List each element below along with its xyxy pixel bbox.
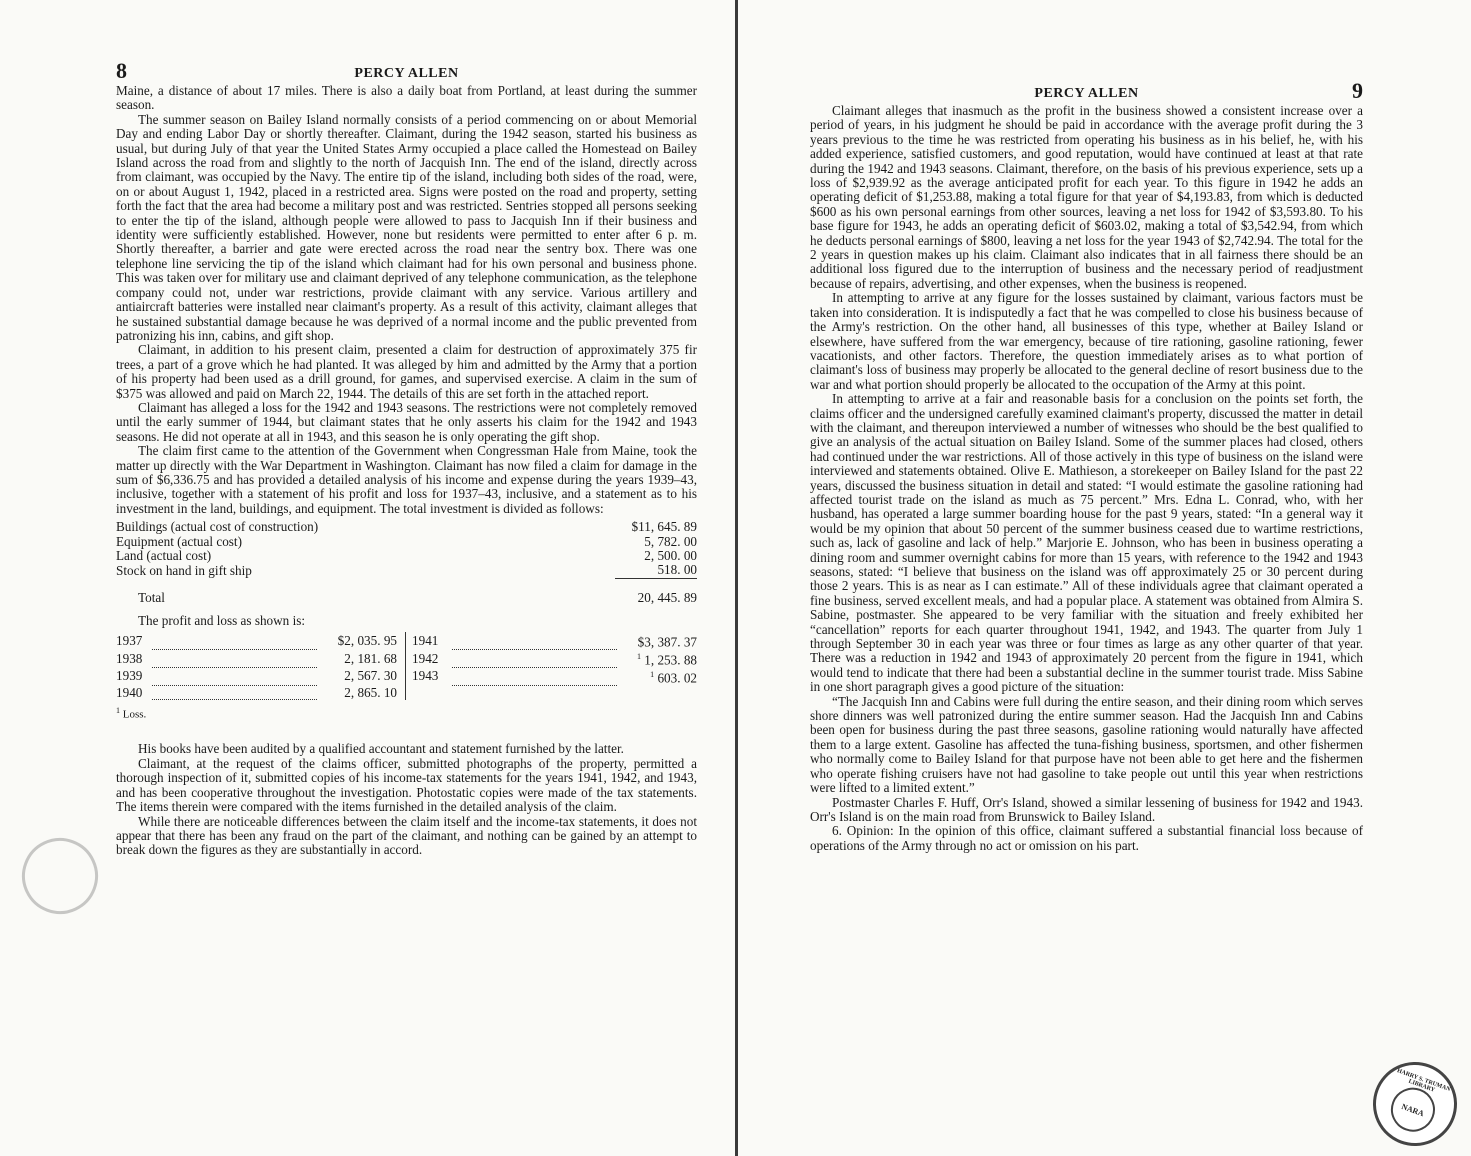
investment-amount: 518. 00 xyxy=(615,563,697,578)
amount: $2, 035. 95 xyxy=(337,632,397,648)
amount: 2, 865. 10 xyxy=(344,684,397,700)
paragraph: In attempting to arrive at a fair and reasonable basis for a conclusion on the points set forth, the claims officer and the undersigned carefully examined claimant's property, discussed the matter in detail with the claimant, and thereupon interviewed a number of witnesses who should be the best qualified to give an analysis of the actual situation on Bailey Island. Some of the summer places had closed, others had continued under the war restrictions. All of those actively in this type of business on the island were interviewed and statements obtained. Olive E. Mathieson, a storekeeper on Bailey Island for the past 22 years, discussed the business situation in detail and stated: “I would estimate the gasoline rationing had affected tourist trade on the island as much as 75 percent.” Mrs. Edna L. Conrad, who, with her husband, has operated a large summer boarding house for the past 9 years, stated: “In a general way it would be my opinion that about 50 percent of the summer business ceased due to wartime restrictions, such as, lack of gasoline and lack of help.” Marjorie E. Johnson, who has been in business operating a dining room and summer overnight cabins for more than 15 years, with reference to the 1942 and 1943 seasons, stated: “I believe that business on the island was off approximately 25 or 30 percent during those 2 years. This is as near as I can estimate.” All of these individuals agree that claimant operated a fine business, served excellent meals, and had a popular place. A statement was obtained from Almira S. Sabine, postmaster. She appeared to be very familiar with the situation and freely exhibited her “cancellation” reports for each quarter throughout 1941, 1942, and 1943. The quarter from July 1 through September 30 in each year was three or four times as large as any other quarter of that year. There was a reduction in 1942 and 1943 of approximately 20 percent from the figure in 1941, which would tend to indicate that there had been a substantial decline in the summer tourist trade. Miss Sabine in one short paragraph gives a good picture of the situation: xyxy=(810,391,1363,695)
leader-dots xyxy=(452,650,617,668)
column-rule xyxy=(397,686,406,700)
column-rule xyxy=(397,650,406,668)
total-amount: 20, 445. 89 xyxy=(637,589,697,605)
leader-dots xyxy=(152,668,317,686)
year: 1943 xyxy=(412,668,439,684)
amount-value: 1, 253. 88 xyxy=(644,652,697,668)
paragraph: Claimant alleges that inasmuch as the profit in the business showed a consistent increase over a period of years, in his judgment he should be paid in accordance with the average profit during the 3 years previous to the time he was restricted from operating his business as in his belief, he, with his added experience, satisfied customers, and good reputation, would have continued at least at that rate during the 1942 and 1943 seasons. Claimant, therefore, on the basis of his previous experience, sets up a loss of $2,939.92 as the average anticipated profit for each year. To this figure in 1942 he adds an operating deficit of $1,253.88, making a total figure for that year of $4,193.83, from which is deducted $600 as his own personal earnings from other sources, leaving a net loss for 1942 of $3,593.80. To his base figure for 1943, he adds an operating deficit of $603.02, making a total of $3,542.94, from which he deducts personal earnings of $800, leaving a net loss for the year 1943 of $2,742.94. The total for the 2 years in question makes up his claim. Claimant also indicates that in all fairness there should be an additional loss figured due to the interruption of business and the necessary period of readjustment because of repairs, advertising, and other expenses, when the business is reopened. xyxy=(810,103,1363,291)
column-rule xyxy=(397,632,406,650)
left-running-title: PERCY ALLEN xyxy=(354,66,459,81)
stamp-inner-text: NARA xyxy=(1400,1101,1426,1118)
paragraph: In attempting to arrive at any figure for the losses sustained by claimant, various factors must be taken into consideration. It is indisputedly a fact that he was compelled to close his business because of the Army's restriction. On the other hand, all businesses of this type, whether at Bailey Island or elsewhere, have suffered from the war emergency, because of tire rationing, gasoline rationing, fewer vacationists, and other factors. Therefore, the question immediately arises as to what portion of claimant's loss of business may properly be allocated to the general decline of resort business due to the war and what portion should properly be allocated to the occupation of the Army at this point. xyxy=(810,290,1363,392)
amount: 2, 567. 30 xyxy=(344,668,397,684)
profit-loss-table xyxy=(116,632,697,700)
year: 1937 xyxy=(116,632,143,648)
leader-dots xyxy=(152,686,317,700)
stamp-outer-text: HARRY S. TRUMAN LIBRARY xyxy=(1396,1068,1452,1094)
column-rule xyxy=(397,668,406,686)
year: 1939 xyxy=(116,668,143,684)
amount xyxy=(617,668,697,686)
investment-table xyxy=(116,520,697,606)
investment-label: Land (actual cost) xyxy=(116,548,212,563)
amount: 2, 181. 68 xyxy=(344,650,397,666)
profit-loss-intro: The profit and loss as shown is: xyxy=(138,612,306,628)
footnote-mark: 1 xyxy=(116,706,120,716)
right-running-title: PERCY ALLEN xyxy=(1034,86,1139,101)
faded-library-stamp xyxy=(11,827,108,924)
right-page xyxy=(738,0,1471,1156)
investment-amount: $11, 645. 89 xyxy=(631,519,697,535)
table-row xyxy=(116,686,697,700)
left-page xyxy=(0,0,735,1156)
table-row xyxy=(116,535,697,549)
paragraph: The summer season on Bailey Island normally consists of a period commencing on or about Memorial Day and ending Labor Day or shortly thereafter. Claimant, during the 1942 season, started his business as usual, but during July of that year the United States Army occupied a place called the Homestead on Bailey Island across the road from and slightly to the north of Jacquish Inn. The end of the island, directly across from claimant, was occupied by the Navy. The entire tip of the island, including both sides of the road, were, on or about August 1, 1942, placed in a restricted area. Signs were posted on the road and property, setting forth the fact that the area had become a military post and was restricted. Sentries stopped all persons seeking to enter the tip of the island, although people were allowed to pass to Jacquish Inn if their business and identity were sufficiently established. However, none but residents were permitted to enter after 6 p. m. Shortly thereafter, a barrier and gate were erected across the road near the sentry box. There was one telephone line servicing the tip of the island which claimant had for his own personal and business phone. This was taken over for military use and claimant deprived of any telephone communication, as the telephone company could not, under war restrictions, provide claimant with any service. Various artillery and antiaircraft batteries were installed near claimant's property. As a result of this activity, claimant alleges that he sustained substantial damage because he was deprived of a normal income and the public prevented from patronizing his inn, cabins, and gift shop. xyxy=(116,111,697,343)
table-row xyxy=(116,520,697,534)
paragraph: Claimant has alleged a loss for the 1942 and 1943 seasons. The restrictions were not completely removed until the early summer of 1944, but claimant states that he only asserts his claim for the 1942 and 1943 seasons. He did not operate at all in 1943, and this season he is only operating the gift shop. xyxy=(116,399,697,444)
table-row xyxy=(116,668,697,686)
paragraph: 6. Opinion: In the opinion of this office, claimant suffered a substantial financial loss because of operations of the Army through no act or omission on his part. xyxy=(810,823,1363,853)
leader-dots xyxy=(452,632,617,650)
quoted-paragraph: “The Jacquish Inn and Cabins were full during the entire season, and their dining room which serves shore dinners was well patronized during the entire summer season. Had the Jacquish Inn and Cabins been open for business during the past three seasons, gasoline rationing would naturally have affected them to a large extent. Gasoline has affected the tuna-fishing business, sportsmen, and other fishermen who normally come to Bailey Island for that purpose have not been able to get here and the fishermen who operate fishing cruisers have not had gasoline to take people out until this year when restrictions were lifted to a limited extent.” xyxy=(810,693,1363,796)
year: 1941 xyxy=(412,632,439,648)
right-page-number: 9 xyxy=(1352,78,1363,103)
paragraph: Postmaster Charles F. Huff, Orr's Island, showed a similar lessening of business for 1942 and 1943. Orr's Island is on the main road from Brunswick to Bailey Island. xyxy=(810,794,1363,824)
paragraph: Claimant, in addition to his present claim, presented a claim for destruction of approximately 375 fir trees, a part of a grove which he had planted. It was alleged by him and admitted by the Army that a portion of his property had been used as a drill ground, for games, and supervised exercise. A claim in the sum of $375 was allowed and paid on March 22, 1944. The details of this are set forth in the attached report. xyxy=(116,342,697,401)
investment-label: Equipment (actual cost) xyxy=(116,533,242,549)
leader-dots xyxy=(152,632,317,650)
left-page-number: 8 xyxy=(116,58,127,83)
investment-amount: 5, 782. 00 xyxy=(644,533,697,549)
total-row xyxy=(116,578,697,605)
amount-value: 603. 02 xyxy=(657,670,697,686)
footnote-mark: 1 xyxy=(650,669,655,679)
table-row xyxy=(116,632,697,650)
left-running-head xyxy=(116,58,697,84)
investment-label: Stock on hand in gift ship xyxy=(116,562,252,578)
amount xyxy=(617,632,697,650)
year: 1938 xyxy=(116,650,143,666)
year: 1942 xyxy=(412,650,439,666)
investment-amount: 2, 500. 00 xyxy=(644,548,697,563)
right-running-head xyxy=(810,78,1363,104)
footnote-text: Loss. xyxy=(122,709,147,722)
year: 1940 xyxy=(116,684,143,700)
total-label: Total xyxy=(138,589,165,605)
footnote-mark: 1 xyxy=(636,651,641,661)
truman-library-stamp xyxy=(1361,1050,1469,1156)
paragraph: While there are noticeable differences between the claim itself and the income-tax statements, it does not appear that there has been any fraud on the part of the claimant, and nothing can be gained by an attempt to break down the figures as they are substantially in accord. xyxy=(116,813,697,858)
leader-dots xyxy=(452,668,617,686)
paragraph: His books have been audited by a qualified accountant and statement furnished by the latter. xyxy=(138,741,624,757)
leader-dots xyxy=(152,650,317,668)
amount-value: $3, 387. 37 xyxy=(637,634,697,650)
table-row xyxy=(116,650,697,668)
investment-label: Buildings (actual cost of construction) xyxy=(116,519,319,535)
table-row xyxy=(116,563,697,578)
paragraph: Maine, a distance of about 17 miles. There is also a daily boat from Portland, at least during the summer season. xyxy=(116,83,697,113)
paragraph: Claimant, at the request of the claims officer, submitted photographs of the property, permitted a thorough inspection of it, submitted copies of his income-tax statements for the years 1941, 1942, and 1943, and has been cooperative throughout the investigation. Photostatic copies were made of the tax statements. The items therein were compared with the items furnished in the detailed analysis of the claim. xyxy=(116,755,697,815)
table-row xyxy=(116,549,697,563)
amount xyxy=(617,650,697,668)
footnote xyxy=(116,704,697,722)
paragraph: The claim first came to the attention of the Government when Congressman Hale from Maine, took the matter up directly with the War Department in Washington. Claimant has now filed a claim for damage in the sum of $6,336.75 and has provided a detailed analysis of his income and expense during the years 1939–43, inclusive, together with a statement of his profit and loss for 1937–43, inclusive, and a statement as to his investment in the land, buildings, and equipment. The total investment is divided as follows: xyxy=(116,443,697,516)
